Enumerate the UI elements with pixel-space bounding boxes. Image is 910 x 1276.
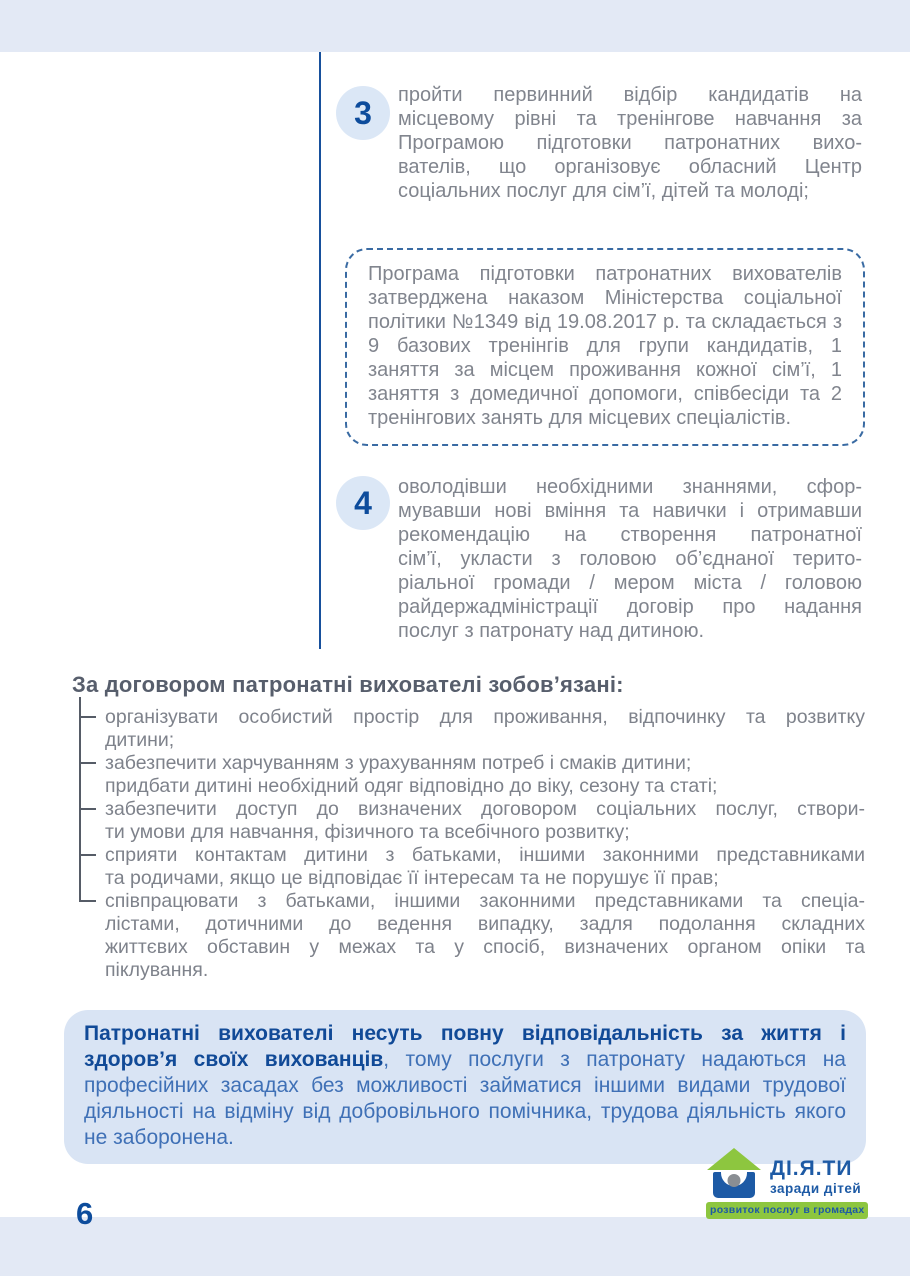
text-line: послуг з патронату над дитиною. <box>398 620 705 642</box>
text-line: заняття з домедичної допомоги, співбесіди та 2 <box>368 383 842 405</box>
text-line: мувавши нові вміння та навички і отримавши <box>398 500 862 522</box>
text-line: придбати дитині необхідний одяг відповідно до віку, сезону та статі; <box>105 775 718 797</box>
text-line: ріальної громади / мером міста / головою <box>398 572 862 594</box>
house-icon <box>706 1148 762 1198</box>
text-line: затверджена наказом Міністерства соціальної <box>368 287 842 309</box>
obligations-list <box>79 706 865 982</box>
step-3-text <box>398 83 862 203</box>
text-line: Програма підготовки патронатних вихователів <box>368 263 842 285</box>
footer-band <box>0 1217 910 1276</box>
list-item <box>79 844 865 890</box>
house-roof <box>707 1148 761 1170</box>
step-3-badge <box>336 86 390 140</box>
list-item <box>79 752 865 798</box>
text-line: ти умови для навчання, фізичного та всебічного розвитку; <box>105 821 630 843</box>
text-line: заняття за місцем проживання кожної сім’ї, 1 <box>368 359 842 381</box>
logo-banner: розвиток послуг в громадах <box>706 1202 868 1219</box>
text-line: сім’ї, укласти з головою об’єднаної терито- <box>398 548 862 570</box>
note-box <box>345 248 865 446</box>
step-4-badge <box>336 476 390 530</box>
logo-title: ДІ.Я.ТИ <box>770 1157 853 1180</box>
list-item <box>79 798 865 844</box>
text-line: тренінгових занять для місцевих спеціалістів. <box>368 407 792 429</box>
list-item <box>79 890 865 982</box>
house-base <box>713 1172 755 1198</box>
text-line: та родичами, якщо це відповідає її інтересам та не порушує її прав; <box>105 867 719 889</box>
text-line: місцевому рівні та тренінгове навчання за <box>398 108 862 130</box>
text-line: забезпечити доступ до визначених договором соціальних послуг, створи- <box>105 798 865 820</box>
steps-connector-line <box>319 52 321 649</box>
text-line: лістами, дотичними до ведення випадку, задля подолання складних <box>105 913 865 935</box>
highlight-bold-text: Патронатні вихователі несуть повну відповідальність за життя і здоров’я своїх вихованців <box>84 1022 846 1071</box>
text-line: оволодівши необхідними знаннями, сфор- <box>398 476 862 498</box>
house-dot <box>728 1174 741 1187</box>
obligations-heading: За договором патронатні вихователі зобов’язані: <box>72 672 624 697</box>
text-line: Програмою підготовки патронатних вихо- <box>398 132 862 154</box>
step-4-number: 4 <box>354 484 372 521</box>
text-line: співпрацювати з батьками, іншими законними представниками та спеціа- <box>105 890 865 912</box>
text-line: піклування. <box>105 959 209 981</box>
text-line: 9 базових тренінгів для групи кандидатів, 1 <box>368 335 842 357</box>
text-line: сприяти контактам дитини з батьками, іншими законними представниками <box>105 844 865 866</box>
text-line: організувати особистий простір для проживання, відпочинку та розвитку <box>105 706 865 728</box>
list-item <box>79 706 865 752</box>
text-line: життєвих обставин у межах та у спосіб, визначених органом опіки та <box>105 936 865 958</box>
page-number: 6 <box>76 1196 94 1231</box>
logo-subtitle: заради дітей <box>770 1181 862 1196</box>
logo <box>706 1148 868 1219</box>
highlight-box <box>64 1010 866 1164</box>
text-line: рекомендацію на створення патронатної <box>398 524 862 546</box>
text-line: соціальних послуг для сім’ї, дітей та молоді; <box>398 180 809 202</box>
step-4-text <box>398 475 862 643</box>
text-line: вателів, що організовує обласний Центр <box>398 156 862 178</box>
text-line: райдержадміністрації договір про надання <box>398 596 862 618</box>
text-line: політики №1349 від 19.08.2017 р. та складається з <box>368 311 842 333</box>
note-box-text <box>368 262 842 430</box>
step-3-number: 3 <box>354 94 372 131</box>
highlight-regular-text: , тому послуги з патронату надаються на професійних засадах без можливості займатися іншими видами трудової діяльності на відміну від добровільного помічника, трудова діяльність якого не заборонена. <box>84 1048 846 1149</box>
header-band <box>0 0 910 52</box>
text-line: дитини; <box>105 729 175 751</box>
text-line: пройти первинний відбір кандидатів на <box>398 84 862 106</box>
text-line: забезпечити харчуванням з урахуванням потреб і смаків дитини; <box>105 752 692 774</box>
